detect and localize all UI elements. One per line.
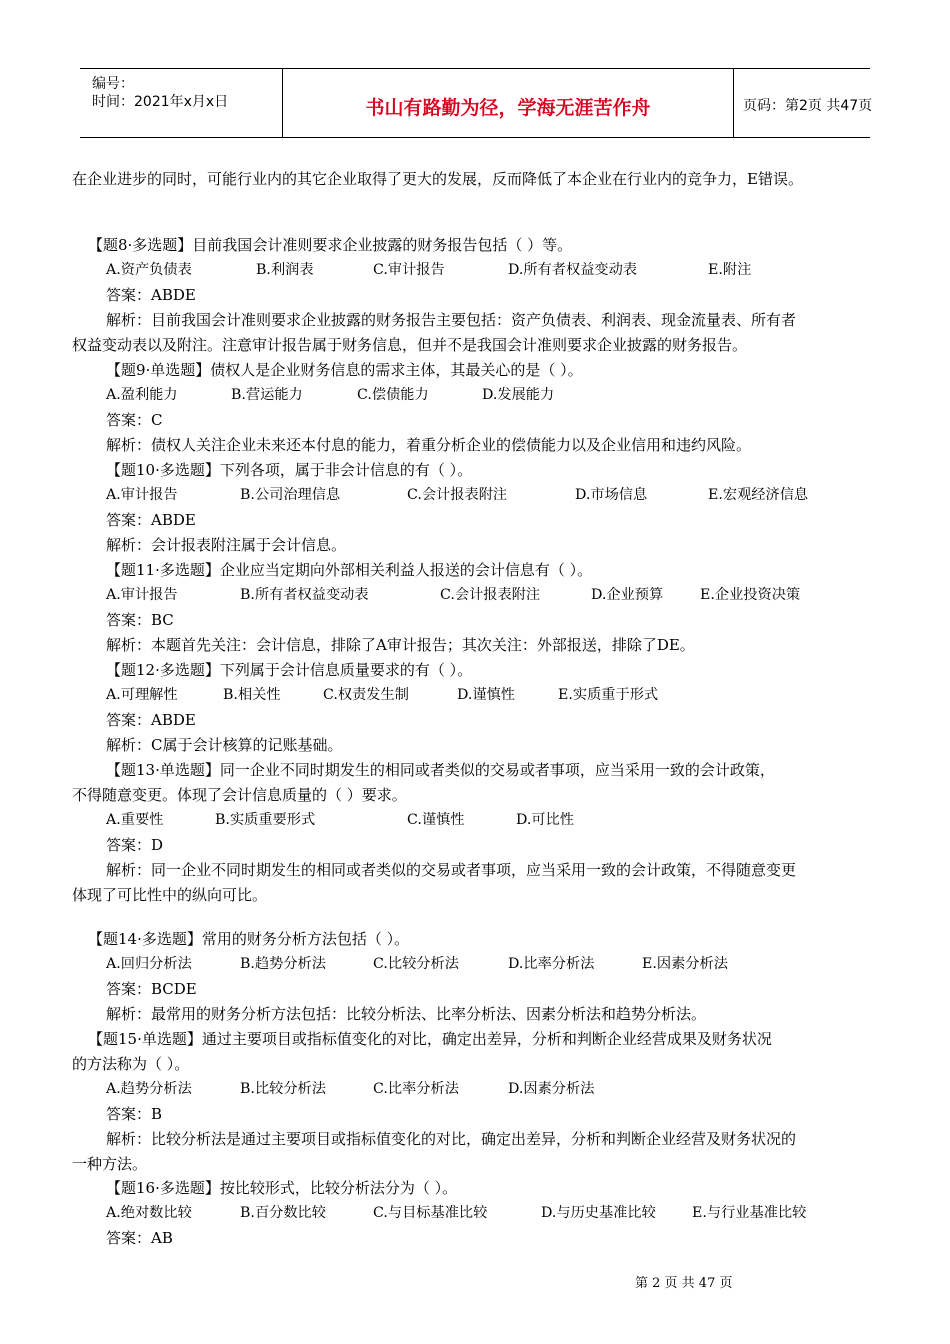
q12-option-a: A.可理解性 [106, 687, 178, 703]
q12-answer: 答案：ABDE [106, 711, 196, 729]
q15-stem-cont: 的方法称为（ ）。 [72, 1055, 190, 1073]
q13-stem: 【题13·单选题】同一企业不同时期发生的相同或者类似的交易或者事项，应当采用一致的会计政策， [106, 761, 775, 779]
q13-analysis-cont: 体现了可比性中的纵向可比。 [72, 886, 268, 904]
q15-analysis: 解析：比较分析法是通过主要项目或指标值变化的对比，确定出差异，分析和判断企业经营及财务状况的 [106, 1130, 797, 1148]
q8-option-c: C.审计报告 [373, 262, 445, 278]
q10-stem: 【题10·多选题】下列各项，属于非会计信息的有（ ）。 [106, 461, 473, 479]
q8-stem: 【题8·多选题】目前我国会计准则要求企业披露的财务报告包括（ ）等。 [88, 236, 573, 254]
q10-analysis: 解析：会计报表附注属于会计信息。 [106, 536, 347, 554]
q12-stem: 【题12·多选题】下列属于会计信息质量要求的有（ ）。 [106, 661, 473, 679]
page-header [80, 68, 873, 138]
q16-stem: 【题16·多选题】按比较形式，比较分析法分为（ ）。 [106, 1179, 458, 1197]
q14-option-d: D.比率分析法 [508, 956, 595, 972]
q11-option-d: D.企业预算 [591, 587, 664, 603]
q9-answer: 答案：C [106, 411, 163, 429]
q16-option-d: D.与历史基准比较 [541, 1205, 656, 1221]
page-label: 页码：第2页 共47页 [743, 98, 873, 114]
q14-answer: 答案：BCDE [106, 980, 197, 998]
q13-option-a: A.重要性 [106, 812, 164, 828]
q12-option-d: D.谨慎性 [457, 687, 516, 703]
q8-answer: 答案：ABDE [106, 286, 196, 304]
q11-answer: 答案：BC [106, 611, 174, 629]
intro-text: 在企业进步的同时，可能行业内的其它企业取得了更大的发展，反而降低了本企业在行业内的竞争力，E错误。 [72, 170, 803, 188]
q13-stem-cont: 不得随意变更。体现了会计信息质量的（ ）要求。 [72, 786, 407, 804]
q9-analysis: 解析：债权人关注企业未来还本付息的能力，着重分析企业的偿债能力以及企业信用和违约风险。 [106, 436, 752, 454]
q12-option-e: E.实质重于形式 [558, 687, 659, 703]
q11-option-b: B.所有者权益变动表 [240, 587, 369, 603]
q10-option-c: C.会计报表附注 [407, 487, 508, 503]
q10-option-a: A.审计报告 [106, 487, 178, 503]
q11-analysis: 解析：本题首先关注：会计信息，排除了A审计报告；其次关注：外部报送，排除了DE。 [106, 636, 695, 654]
q13-option-b: B.实质重要形式 [215, 812, 316, 828]
page-footer: 第 2 页 共 47 页 [635, 1276, 733, 1291]
q9-stem: 【题9·单选题】债权人是企业财务信息的需求主体，其最关心的是（ ）。 [106, 361, 583, 379]
q15-answer: 答案：B [106, 1105, 163, 1123]
date-label: 时间：2021年x月x日 [92, 94, 229, 110]
motto: 书山有路勤为径，学海无涯苦作舟 [365, 97, 651, 119]
q11-option-a: A.审计报告 [106, 587, 178, 603]
q11-stem: 【题11·多选题】企业应当定期向外部相关利益人报送的会计信息有（ ）。 [106, 561, 593, 579]
q11-option-e: E.企业投资决策 [700, 587, 801, 603]
q15-option-b: B.比较分析法 [240, 1081, 326, 1097]
q9-option-b: B.营运能力 [231, 387, 303, 403]
q16-answer: 答案：AB [106, 1229, 173, 1247]
q9-option-a: A.盈利能力 [106, 387, 178, 403]
q9-option-d: D.发展能力 [482, 387, 555, 403]
q15-analysis-cont: 一种方法。 [72, 1155, 148, 1173]
q16-option-b: B.百分数比较 [240, 1205, 326, 1221]
q15-stem: 【题15·单选题】通过主要项目或指标值变化的对比，确定出差异，分析和判断企业经营成果及财务状况 [88, 1030, 772, 1048]
q15-option-c: C.比率分析法 [373, 1081, 459, 1097]
q16-option-e: E.与行业基准比较 [692, 1205, 807, 1221]
q13-option-c: C.谨慎性 [407, 812, 465, 828]
q13-answer: 答案：D [106, 836, 164, 854]
q13-analysis: 解析：同一企业不同时期发生的相同或者类似的交易或者事项，应当采用一致的会计政策，不得随意变更 [106, 861, 797, 879]
q10-option-d: D.市场信息 [575, 487, 648, 503]
q16-option-c: C.与目标基准比较 [373, 1205, 488, 1221]
q14-option-a: A.回归分析法 [106, 956, 192, 972]
q14-analysis: 解析：最常用的财务分析方法包括：比较分析法、比率分析法、因素分析法和趋势分析法。 [106, 1005, 707, 1023]
q15-option-a: A.趋势分析法 [106, 1081, 192, 1097]
q16-option-a: A.绝对数比较 [106, 1205, 192, 1221]
q14-option-b: B.趋势分析法 [240, 956, 326, 972]
q10-answer: 答案：ABDE [106, 511, 196, 529]
q9-option-c: C.偿债能力 [357, 387, 429, 403]
q14-option-c: C.比较分析法 [373, 956, 459, 972]
q14-option-e: E.因素分析法 [642, 956, 728, 972]
q8-option-b: B.利润表 [256, 262, 314, 278]
q12-option-b: B.相关性 [223, 687, 281, 703]
q8-option-d: D.所有者权益变动表 [508, 262, 638, 278]
q14-stem: 【题14·多选题】常用的财务分析方法包括（ ）。 [88, 930, 410, 948]
q8-analysis-cont: 权益变动表以及附注。注意审计报告属于财务信息，但并不是我国会计准则要求企业披露的财务报告。 [72, 336, 748, 354]
q10-option-b: B.公司治理信息 [240, 487, 341, 503]
header-page-cell [733, 69, 873, 137]
q11-option-c: C.会计报表附注 [440, 587, 541, 603]
q10-option-e: E.宏观经济信息 [708, 487, 809, 503]
q8-option-e: E.附注 [708, 262, 752, 278]
q8-option-a: A.资产负债表 [106, 262, 192, 278]
header-meta [80, 69, 282, 137]
q15-option-d: D.因素分析法 [508, 1081, 595, 1097]
q13-option-d: D.可比性 [516, 812, 575, 828]
header-motto-cell [282, 69, 734, 137]
number-label: 编号： [92, 76, 134, 92]
q8-analysis: 解析：目前我国会计准则要求企业披露的财务报告主要包括：资产负债表、利润表、现金流量表、所有者 [106, 311, 797, 329]
q12-option-c: C.权责发生制 [323, 687, 409, 703]
q12-analysis: 解析：C属于会计核算的记账基础。 [106, 736, 343, 754]
